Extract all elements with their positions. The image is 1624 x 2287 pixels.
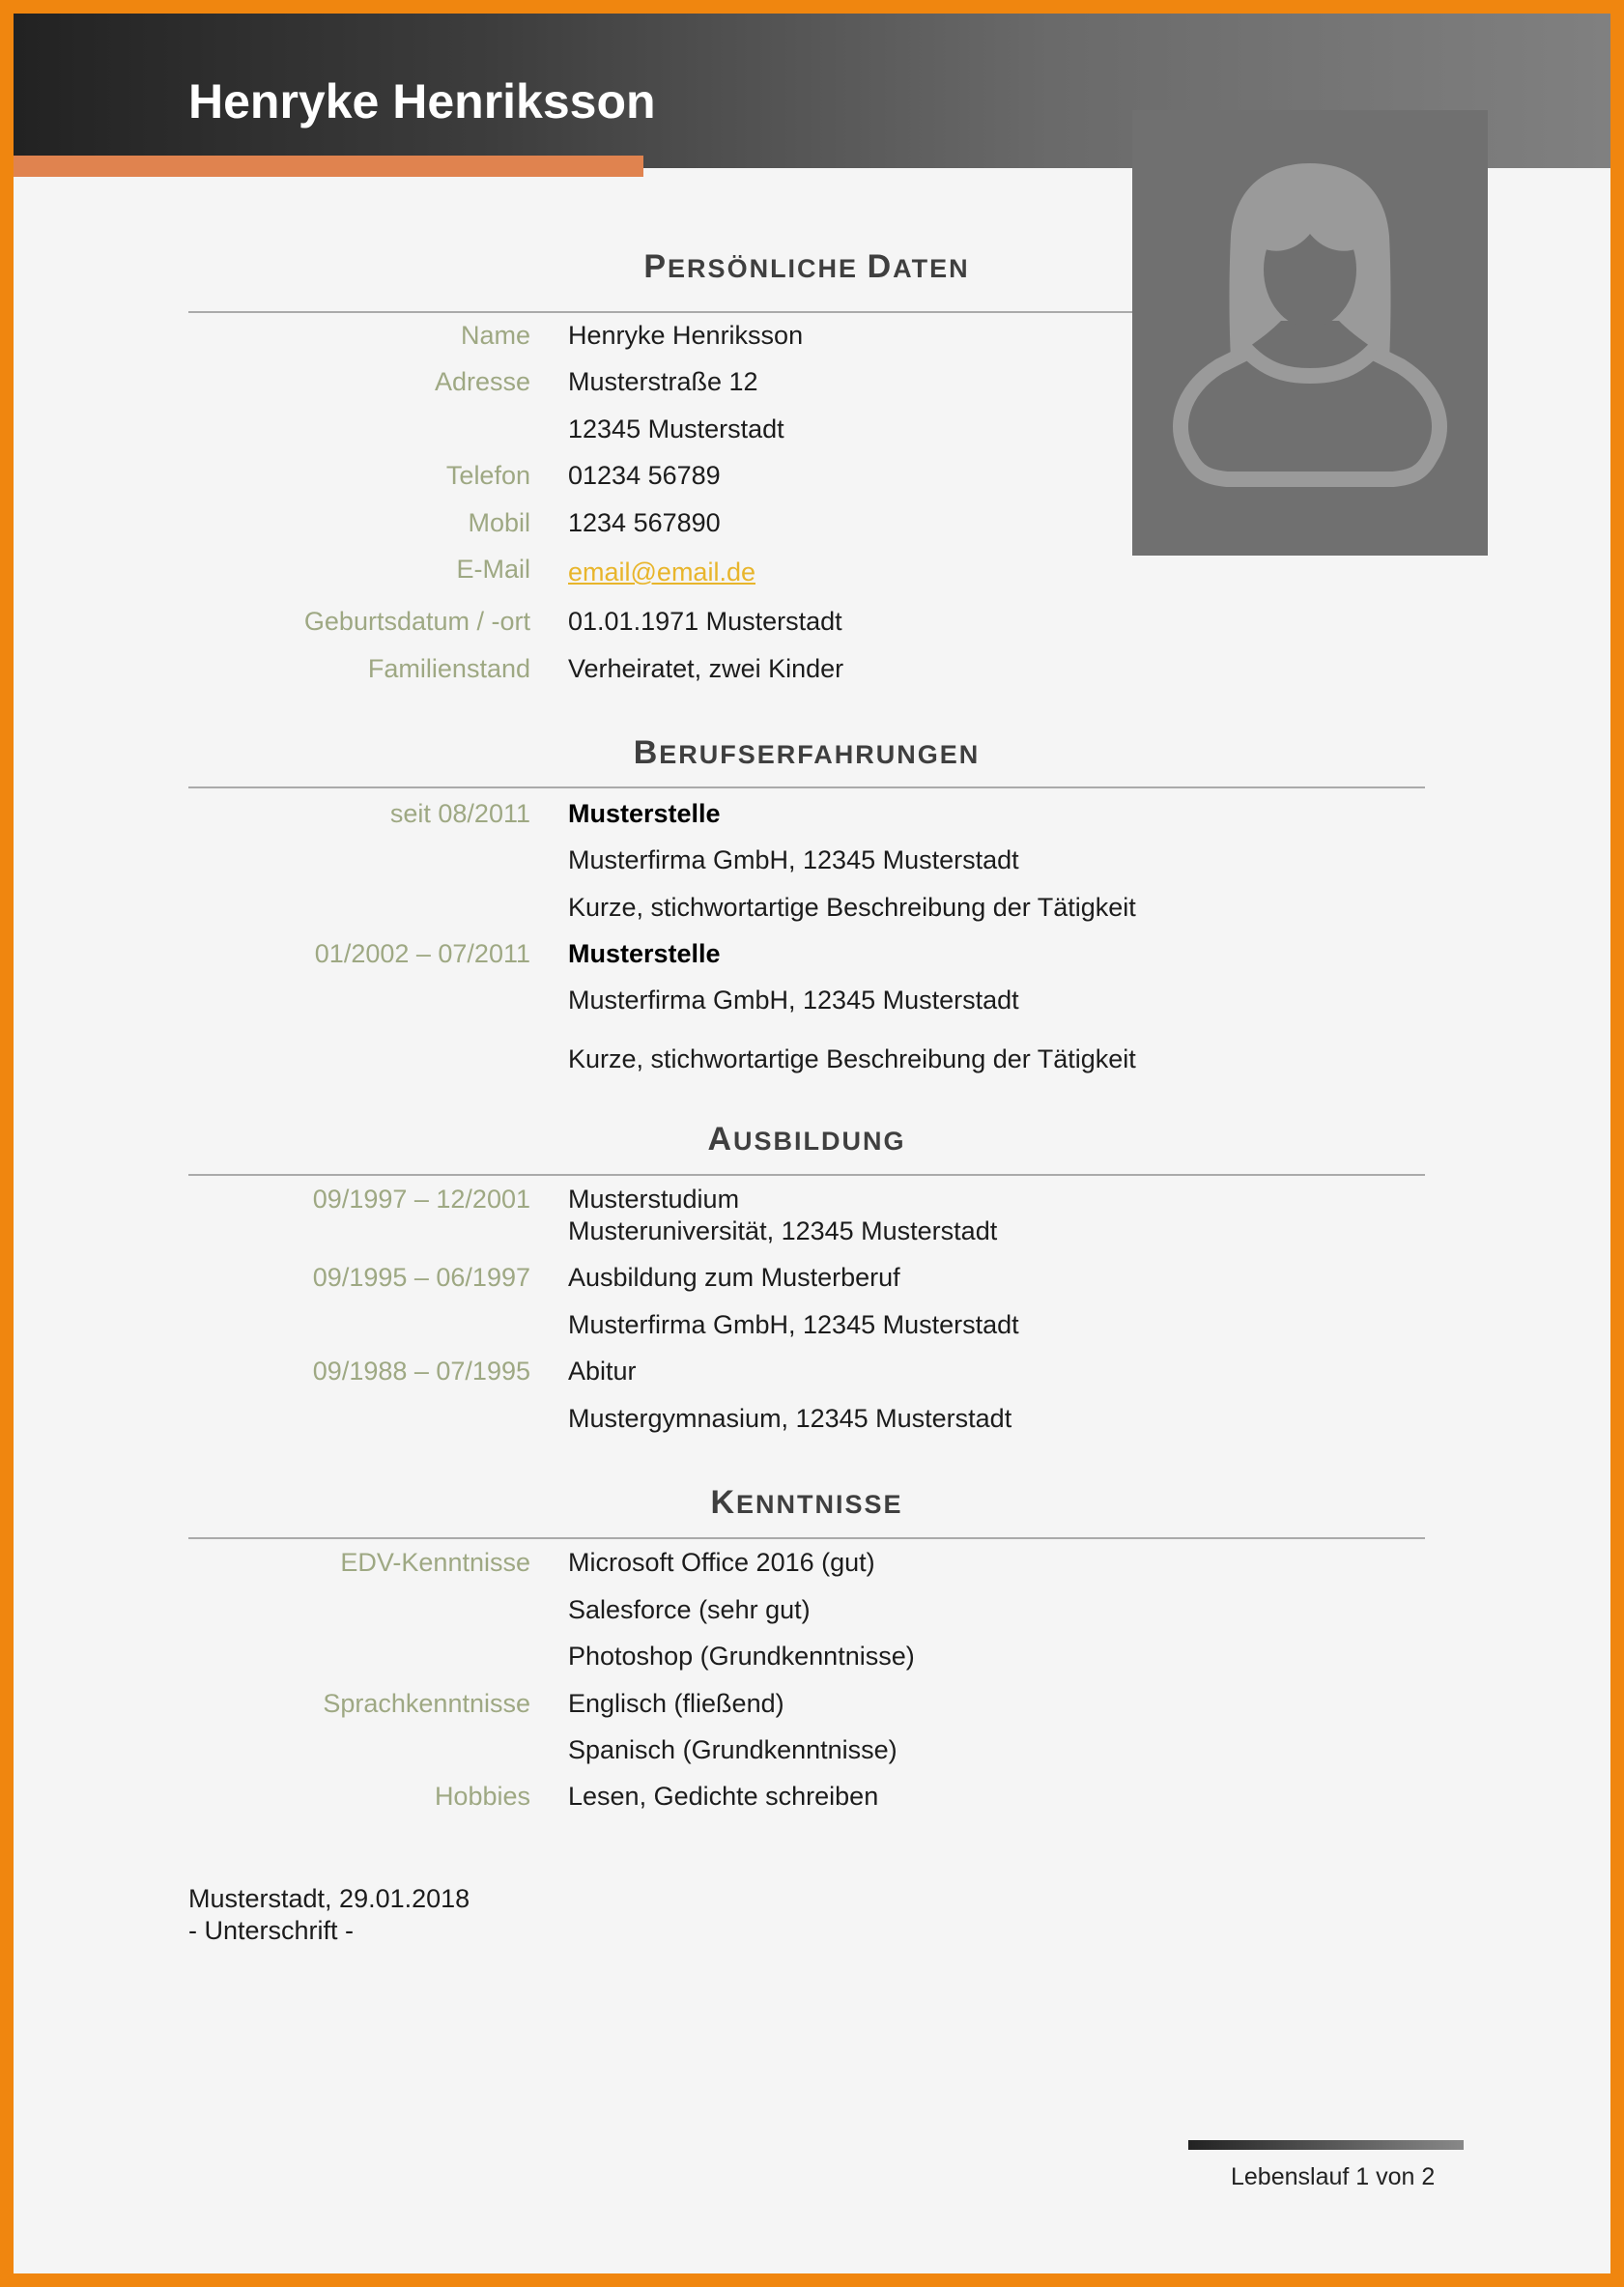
hobbies-label: Hobbies bbox=[434, 1782, 530, 1811]
address-city: 12345 Musterstadt bbox=[568, 415, 784, 443]
header-accent-bar bbox=[14, 156, 643, 177]
page-title: Henryke Henriksson bbox=[188, 74, 656, 129]
education-title: Ausbildung zum Musterberuf bbox=[568, 1263, 900, 1292]
name-label: Name bbox=[460, 321, 530, 350]
section-title-rest: USBILDUNG bbox=[733, 1127, 906, 1156]
work-description: Kurze, stichwortartige Beschreibung der Tätigkeit bbox=[568, 893, 1136, 922]
email-label: E-Mail bbox=[456, 555, 530, 584]
section-title-cap: A bbox=[707, 1121, 734, 1158]
birth-label: Geburtsdatum / -ort bbox=[303, 607, 530, 636]
section-title-cap: D bbox=[867, 248, 894, 285]
language-skill-item: Spanisch (Grundkenntnisse) bbox=[568, 1735, 897, 1764]
work-period: 01/2002 – 07/2011 bbox=[314, 939, 530, 968]
education-period: 09/1995 – 06/1997 bbox=[312, 1263, 530, 1292]
person-icon bbox=[1132, 110, 1488, 556]
email-link[interactable]: email@email.de bbox=[568, 557, 755, 586]
it-skill-item: Salesforce (sehr gut) bbox=[568, 1595, 811, 1624]
status-value: Verheiratet, zwei Kinder bbox=[568, 654, 844, 683]
work-company: Musterfirma GmbH, 12345 Musterstadt bbox=[568, 986, 1019, 1015]
language-skill-item: Englisch (fließend) bbox=[568, 1689, 784, 1718]
section-divider bbox=[188, 1537, 1425, 1539]
education-institution: Musteruniversität, 12345 Musterstadt bbox=[568, 1216, 998, 1245]
education-title: Musterstudium bbox=[568, 1185, 740, 1214]
section-title-rest: ATEN bbox=[893, 254, 970, 283]
section-divider bbox=[188, 786, 1425, 788]
section-title-education bbox=[188, 1121, 1425, 1158]
name-value: Henryke Henriksson bbox=[568, 321, 804, 350]
section-divider bbox=[188, 311, 1132, 313]
education-institution: Mustergymnasium, 12345 Musterstadt bbox=[568, 1404, 1012, 1433]
profile-photo bbox=[1132, 110, 1488, 556]
footer-bar bbox=[1188, 2140, 1464, 2150]
mobile-value: 1234 567890 bbox=[568, 508, 721, 537]
signature-line: - Unterschrift - bbox=[188, 1916, 355, 1945]
it-skills-label: EDV-Kenntnisse bbox=[340, 1548, 530, 1577]
mobile-label: Mobil bbox=[468, 508, 530, 537]
education-period: 09/1988 – 07/1995 bbox=[312, 1357, 530, 1386]
it-skill-item: Microsoft Office 2016 (gut) bbox=[568, 1548, 875, 1577]
work-period: seit 08/2011 bbox=[389, 799, 530, 828]
address-label: Adresse bbox=[434, 367, 530, 396]
it-skill-item: Photoshop (Grundkenntnisse) bbox=[568, 1642, 915, 1671]
education-institution: Musterfirma GmbH, 12345 Musterstadt bbox=[568, 1310, 1019, 1339]
section-title-cap: B bbox=[633, 734, 660, 771]
section-title-skills bbox=[188, 1484, 1425, 1522]
work-company: Musterfirma GmbH, 12345 Musterstadt bbox=[568, 845, 1019, 874]
section-title-cap: K bbox=[710, 1484, 737, 1521]
section-title-rest: ERSÖNLICHE bbox=[668, 254, 868, 283]
section-title-cap: P bbox=[643, 248, 669, 285]
section-title-rest: ERUFSERFAHRUNGEN bbox=[659, 740, 981, 769]
language-skills-label: Sprachkenntnisse bbox=[323, 1689, 530, 1718]
section-title-personal bbox=[188, 248, 1425, 286]
phone-label: Telefon bbox=[445, 461, 530, 490]
page-number: Lebenslauf 1 von 2 bbox=[1231, 2163, 1436, 2190]
section-divider bbox=[188, 1174, 1425, 1176]
work-description: Kurze, stichwortartige Beschreibung der Tätigkeit bbox=[568, 1044, 1136, 1073]
education-period: 09/1997 – 12/2001 bbox=[312, 1185, 530, 1214]
section-title-work bbox=[188, 734, 1425, 772]
place-date: Musterstadt, 29.01.2018 bbox=[188, 1884, 470, 1913]
phone-value: 01234 56789 bbox=[568, 461, 721, 490]
birth-value: 01.01.1971 Musterstadt bbox=[568, 607, 842, 636]
hobbies-value: Lesen, Gedichte schreiben bbox=[568, 1782, 879, 1811]
section-title-rest: ENNTNISSE bbox=[736, 1490, 903, 1519]
status-label: Familienstand bbox=[367, 654, 530, 683]
work-position: Musterstelle bbox=[568, 799, 721, 828]
work-position: Musterstelle bbox=[568, 939, 721, 968]
address-street: Musterstraße 12 bbox=[568, 367, 758, 396]
education-title: Abitur bbox=[568, 1357, 637, 1386]
